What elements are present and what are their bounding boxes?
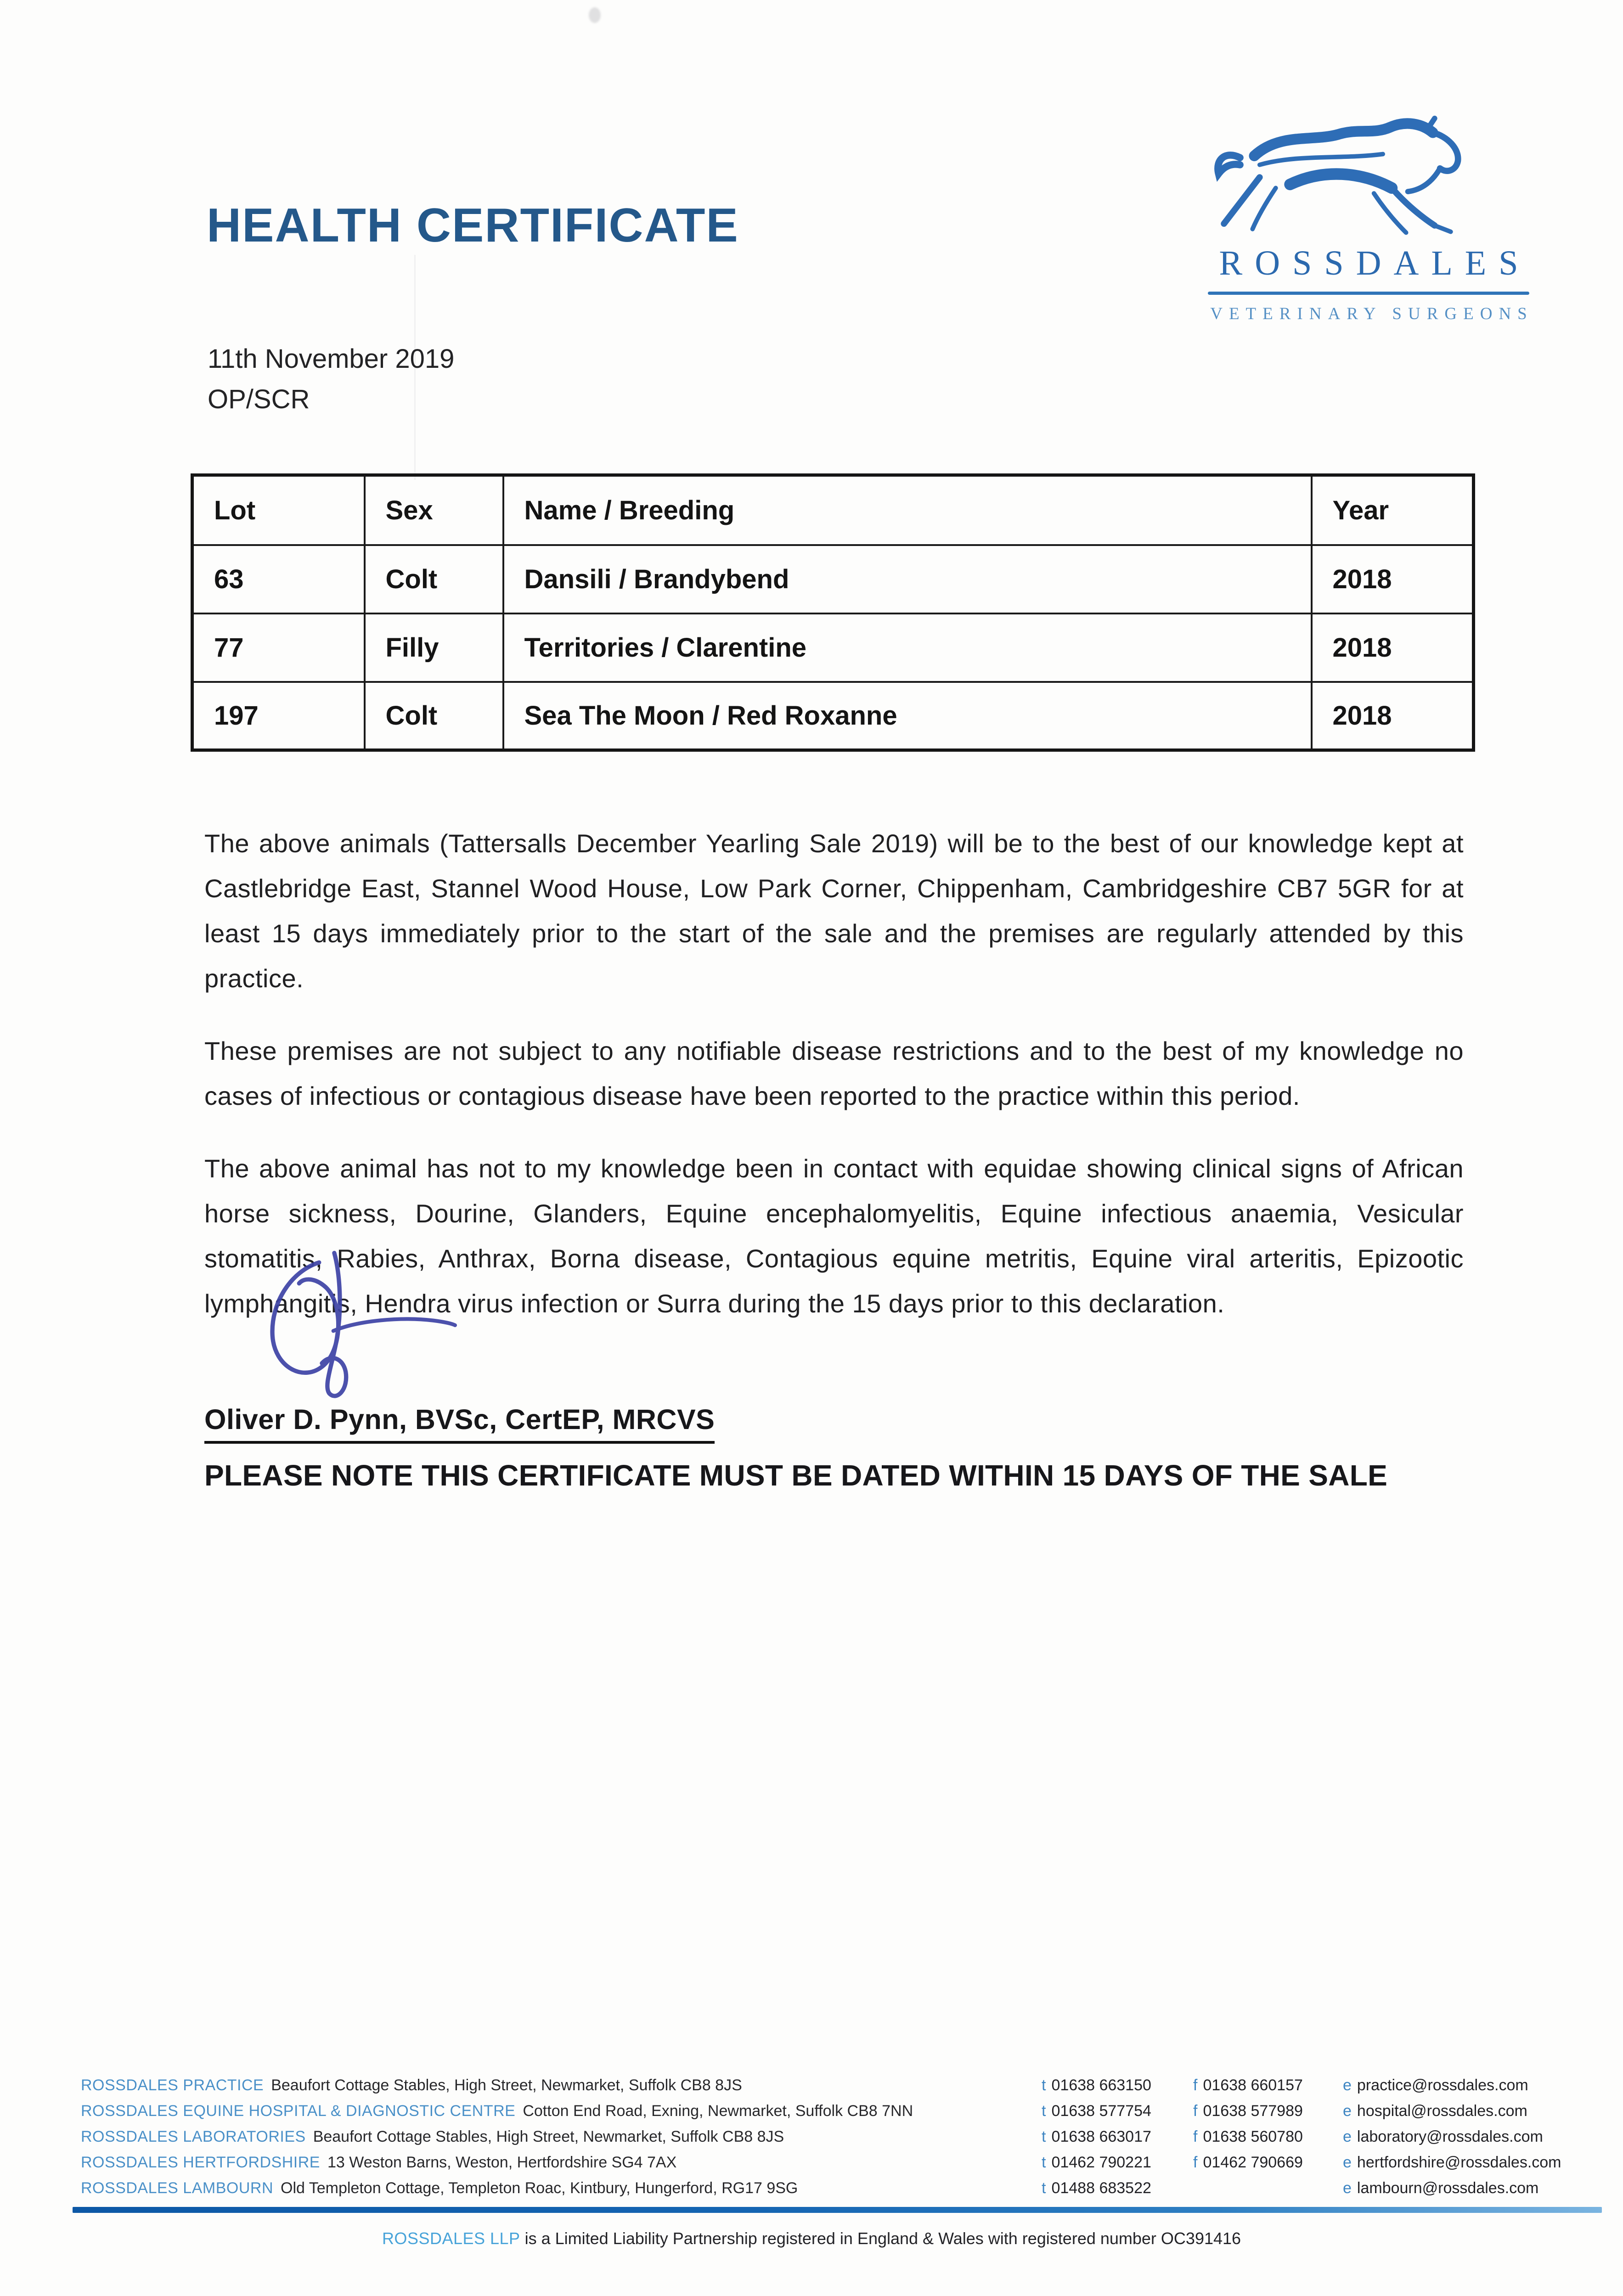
leaping-horse-icon (1208, 115, 1529, 242)
office-name: ROSSDALES LAMBOURN (81, 2179, 273, 2197)
table-header-name: Name / Breeding (503, 475, 1312, 545)
office-address: Beaufort Cottage Stables, High Street, Newmarket, Suffolk CB8 8JS (313, 2128, 784, 2145)
fax-value: 01638 660157 (1203, 2077, 1303, 2094)
email-label: e (1343, 2154, 1352, 2171)
validity-notice: PLEASE NOTE THIS CERTIFICATE MUST BE DATED WITHIN 15 DAYS OF THE SALE (204, 1459, 1388, 1492)
cell-name: Dansili / Brandybend (503, 545, 1312, 613)
cell-lot: 63 (192, 545, 365, 613)
fax-label: f (1193, 2077, 1198, 2094)
footer-office-row (0, 2077, 1623, 2100)
cell-lot: 197 (192, 682, 365, 750)
tel-value: 01488 683522 (1051, 2179, 1151, 2197)
tel-label: t (1042, 2179, 1046, 2197)
registration-line (0, 2229, 1623, 2248)
table-row (192, 613, 1474, 682)
cell-sex: Colt (365, 545, 503, 613)
office-address: 13 Weston Barns, Weston, Hertfordshire SG4 7AX (327, 2154, 677, 2171)
table-row (192, 682, 1474, 750)
paragraph-diseases: The above animal has not to my knowledge been in contact with equidae showing clinical signs of African horse sickness, Dourine, Glanders, Equine encephalomyelitis, Equine infectious anaemia, Vesicular stomatitis, Rabies, Anthrax, Borna disease, Contagious equine metritis, Equine viral arteritis, Epizootic lymphangitis, Hendra virus infection or Surra during the 15 days prior to this declaration. (204, 1154, 1464, 1318)
registration-name: ROSSDALES LLP (382, 2229, 520, 2248)
office-name: ROSSDALES PRACTICE (81, 2077, 264, 2094)
tel-label: t (1042, 2128, 1046, 2145)
rossdales-logo (1194, 115, 1543, 324)
fax-value: 01462 790669 (1203, 2154, 1303, 2171)
tel-value: 01638 663150 (1051, 2077, 1151, 2094)
scan-smudge (589, 7, 601, 23)
cell-name: Territories / Clarentine (503, 613, 1312, 682)
cell-sex: Filly (365, 613, 503, 682)
tel-value: 01638 577754 (1051, 2102, 1151, 2120)
cell-year: 2018 (1312, 682, 1474, 750)
office-address: Cotton End Road, Exning, Newmarket, Suffolk CB8 7NN (523, 2102, 913, 2120)
office-address: Beaufort Cottage Stables, High Street, Newmarket, Suffolk CB8 8JS (271, 2077, 742, 2094)
registration-text: is a Limited Liability Partnership registered in England & Wales with registered number OC391416 (524, 2229, 1241, 2248)
logo-name: ROSSDALES (1219, 244, 1531, 282)
cell-lot: 77 (192, 613, 365, 682)
fax-value: 01638 560780 (1203, 2128, 1303, 2145)
office-address: Old Templeton Cottage, Templeton Roac, Kintbury, Hungerford, RG17 9SG (281, 2179, 798, 2197)
animals-table (191, 473, 1475, 752)
office-name: ROSSDALES LABORATORIES (81, 2128, 306, 2145)
cell-name: Sea The Moon / Red Roxanne (503, 682, 1312, 750)
paragraph-premises: The above animals (Tattersalls December Yearling Sale 2019) will be to the best of our knowledge kept at Castlebridge East, Stannel Wood House, Low Park Corner, Chippenham, Cambridgeshire CB7 5GR for at least 15 days immediately prior to the start of the sale and the premises are regularly attended by this practice. (204, 829, 1464, 993)
cell-year: 2018 (1312, 613, 1474, 682)
email-label: e (1343, 2128, 1352, 2145)
tel-label: t (1042, 2077, 1046, 2094)
fax-label: f (1193, 2128, 1198, 2145)
certificate-date: 11th November 2019 (208, 344, 455, 374)
footer-divider-line (73, 2207, 1602, 2213)
certificate-reference: OP/SCR (208, 384, 310, 414)
tel-label: t (1042, 2102, 1046, 2120)
logo-tagline: VETERINARY SURGEONS (1210, 304, 1533, 323)
fax-label: f (1193, 2154, 1198, 2171)
email-value: lambourn@rossdales.com (1357, 2179, 1539, 2197)
email-value: laboratory@rossdales.com (1357, 2128, 1543, 2145)
email-label: e (1343, 2077, 1352, 2094)
footer-office-row (0, 2102, 1623, 2126)
date-reference-block (208, 339, 454, 420)
email-value: practice@rossdales.com (1357, 2077, 1528, 2094)
logo-divider-line (1208, 292, 1529, 295)
table-header-row (192, 475, 1474, 545)
footer-office-row (0, 2154, 1623, 2178)
tel-label: t (1042, 2154, 1046, 2171)
paragraph-restrictions: These premises are not subject to any notifiable disease restrictions and to the best of my knowledge no cases of infectious or contagious disease have been reported to the practice within this period. (204, 1036, 1464, 1110)
office-name: ROSSDALES HERTFORDSHIRE (81, 2154, 320, 2171)
table-row (192, 545, 1474, 613)
fax-value: 01638 577989 (1203, 2102, 1303, 2120)
email-value: hospital@rossdales.com (1357, 2102, 1527, 2120)
table-header-sex: Sex (365, 475, 503, 545)
signature-ink (255, 1245, 471, 1407)
tel-value: 01462 790221 (1051, 2154, 1151, 2171)
cell-year: 2018 (1312, 545, 1474, 613)
cell-sex: Colt (365, 682, 503, 750)
email-label: e (1343, 2102, 1352, 2120)
tel-value: 01638 663017 (1051, 2128, 1151, 2145)
page-title: HEALTH CERTIFICATE (207, 199, 739, 252)
email-value: hertfordshire@rossdales.com (1357, 2154, 1561, 2171)
fax-label: f (1193, 2102, 1198, 2120)
footer-office-row (0, 2128, 1623, 2152)
office-name: ROSSDALES EQUINE HOSPITAL & DIAGNOSTIC CENTRE (81, 2102, 516, 2120)
table-header-lot: Lot (192, 475, 365, 545)
email-label: e (1343, 2179, 1352, 2197)
signatory-name: Oliver D. Pynn, BVSc, CertEP, MRCVS (204, 1403, 715, 1444)
table-header-year: Year (1312, 475, 1474, 545)
footer-office-row (0, 2179, 1623, 2203)
